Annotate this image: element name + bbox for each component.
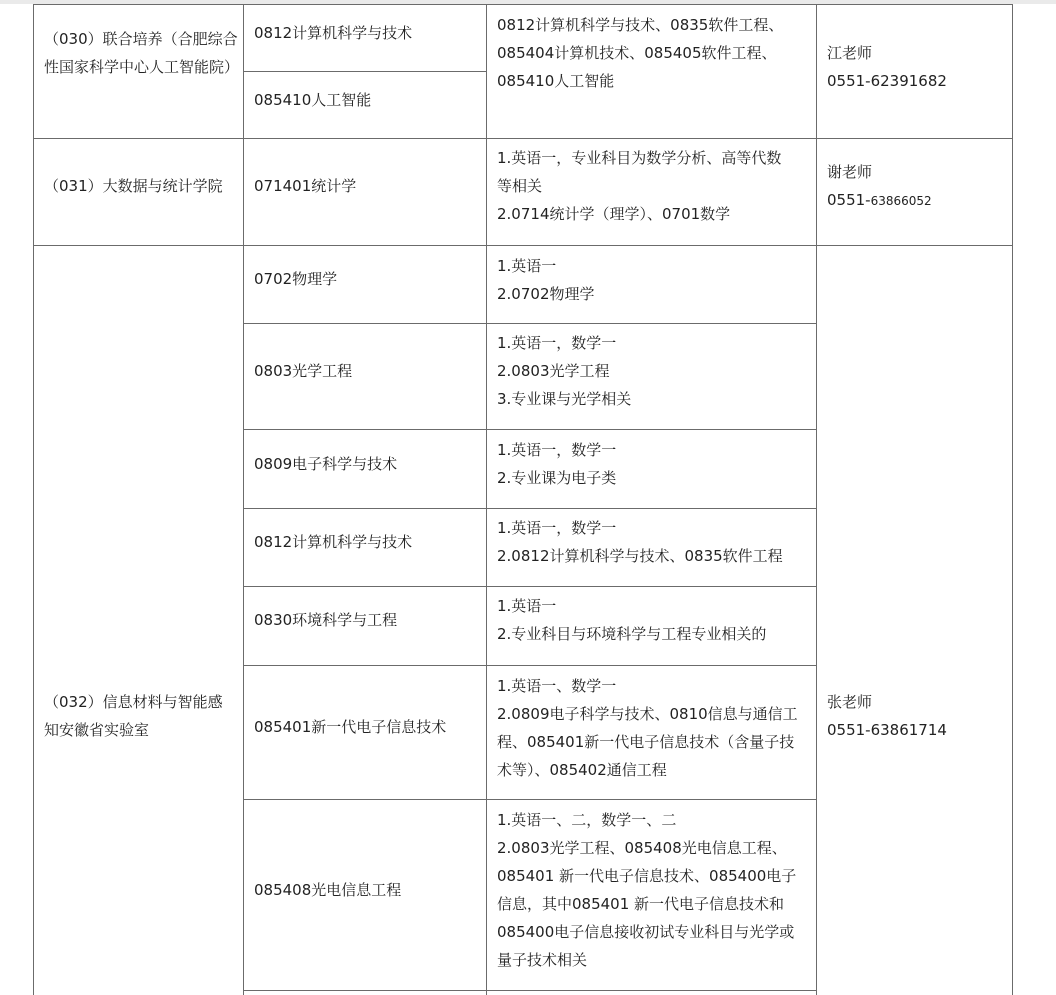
req-031-l1: 1.英语一，专业科目为数学分析、高等代数	[497, 149, 782, 167]
major-032-7: 085408光电信息工程	[254, 881, 402, 899]
req-031-l3: 2.0714统计学（理学）、0701数学	[497, 205, 731, 223]
contact-name-032: 张老师	[827, 693, 873, 711]
req-cell-031	[486, 138, 817, 246]
req-cell-032-7	[486, 799, 817, 991]
contact-phone-031	[827, 186, 1007, 215]
contact-phone-032: 0551-63861714	[827, 721, 947, 739]
req-032-3-l1: 1.英语一，数学一	[497, 441, 617, 459]
major-cell-032-1	[243, 245, 487, 324]
req-032-6-l1: 1.英语一、数学一	[497, 677, 617, 695]
major-cell-032-6	[243, 665, 487, 800]
req-032-7-l5: 085400电子信息接收初试专业科目与光学或	[497, 923, 795, 941]
contact-phone-030: 0551-62391682	[827, 72, 947, 90]
major-cell-030-a	[243, 4, 487, 72]
major-032-2: 0803光学工程	[254, 362, 353, 380]
major-032-6: 085401新一代电子信息技术	[254, 718, 447, 736]
req-032-5-l1: 1.英语一	[497, 597, 557, 615]
req-032-2-l2: 2.0803光学工程	[497, 362, 610, 380]
req-030-l2: 085404计算机技术、085405软件工程、	[497, 44, 777, 62]
req-032-7-l6: 量子技术相关	[497, 951, 588, 969]
major-032-3: 0809电子科学与技术	[254, 455, 398, 473]
req-032-7-l4: 信息，其中085401 新一代电子信息技术和	[497, 895, 785, 913]
admission-table	[33, 4, 1013, 995]
req-032-1-l2: 2.0702物理学	[497, 285, 595, 303]
unit-cell-030	[33, 4, 244, 139]
major-cell-032-8	[243, 990, 487, 995]
req-032-7-l3: 085401 新一代电子信息技术、085400电子	[497, 867, 797, 885]
req-032-4-l2: 2.0812计算机科学与技术、0835软件工程	[497, 547, 783, 565]
major-cell-032-7	[243, 799, 487, 991]
contact-cell-030	[816, 4, 1013, 139]
contact-name-030: 江老师	[827, 44, 873, 62]
major-cell-032-5	[243, 586, 487, 666]
unit-cell-032	[33, 245, 244, 995]
unit-032-l1: （032）信息材料与智能感	[44, 693, 223, 711]
req-cell-032-4	[486, 508, 817, 587]
major-032-5: 0830环境科学与工程	[254, 611, 398, 629]
contact-name-031: 谢老师	[827, 163, 873, 181]
req-032-3-l2: 2.专业课为电子类	[497, 469, 617, 487]
contact-phone-031-rest: 63866052	[870, 194, 932, 208]
req-032-6-l3: 程、085401新一代电子信息技术（含量子技	[497, 733, 795, 751]
req-032-7-l1: 1.英语一、二，数学一、二	[497, 811, 677, 829]
contact-cell-032	[816, 245, 1013, 995]
req-032-2-l1: 1.英语一，数学一	[497, 334, 617, 352]
req-031-l2: 等相关	[497, 177, 543, 195]
major-030-a: 0812计算机科学与技术	[254, 24, 413, 42]
req-030-l3: 085410人工智能	[497, 72, 615, 90]
major-cell-032-3	[243, 429, 487, 509]
major-cell-030-b	[243, 71, 487, 139]
req-032-7-l2: 2.0803光学工程、085408光电信息工程、	[497, 839, 787, 857]
contact-cell-031	[816, 138, 1013, 246]
req-030-l1: 0812计算机科学与技术、0835软件工程、	[497, 16, 784, 34]
req-cell-032-8	[486, 990, 817, 995]
major-032-4: 0812计算机科学与技术	[254, 533, 413, 551]
req-032-6-l4: 术等）、085402通信工程	[497, 761, 667, 779]
req-032-2-l3: 3.专业课与光学相关	[497, 390, 632, 408]
req-032-6-l2: 2.0809电子科学与技术、0810信息与通信工	[497, 705, 798, 723]
req-cell-032-6	[486, 665, 817, 800]
unit-cell-031	[33, 138, 244, 246]
major-030-b: 085410人工智能	[254, 91, 372, 109]
major-031: 071401统计学	[254, 177, 357, 195]
contact-phone-031-prefix: 0551-	[827, 191, 871, 209]
major-cell-032-4	[243, 508, 487, 587]
req-032-5-l2: 2.专业科目与环境科学与工程专业相关的	[497, 625, 767, 643]
major-032-1: 0702物理学	[254, 270, 338, 288]
req-cell-032-1	[486, 245, 817, 324]
req-cell-032-5	[486, 586, 817, 666]
req-cell-032-2	[486, 323, 817, 430]
major-cell-031	[243, 138, 487, 246]
unit-030: （030）联合培养（合肥综合性国家科学中心人工智能院）	[44, 30, 240, 76]
req-032-1-l1: 1.英语一	[497, 257, 557, 275]
req-cell-032-3	[486, 429, 817, 509]
req-cell-030	[486, 4, 817, 139]
unit-031: （031）大数据与统计学院	[44, 177, 223, 195]
req-032-4-l1: 1.英语一，数学一	[497, 519, 617, 537]
major-cell-032-2	[243, 323, 487, 430]
unit-032-l2: 知安徽省实验室	[44, 721, 150, 739]
